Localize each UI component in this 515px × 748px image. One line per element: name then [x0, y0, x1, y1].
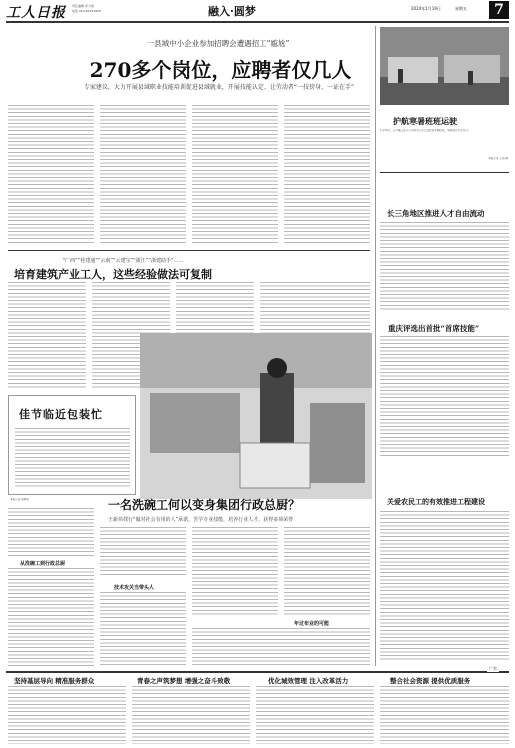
- right-column-divider: [375, 26, 376, 666]
- bottom-col2-title: 青春之声筑梦想 增强之奋斗致敬: [137, 677, 231, 685]
- story3-body-col3: [192, 527, 278, 617]
- story2-kicker: “广西”“桂建通”“云南”“云建宝”“浙江”“浙建助手”……: [62, 258, 184, 264]
- right-story2-body: [380, 336, 509, 456]
- right-story2-headline: 重庆评选出首批“首席技能”: [388, 324, 480, 333]
- story3-subhead: 王新伟找行“做对社会有用的人”承诺，苦学专业技能，培养行业人才，获得多项荣誉: [108, 517, 294, 523]
- masthead-rule: [6, 21, 509, 23]
- right-story3-body: [380, 511, 509, 661]
- bottom-col1-title: 坚持基层导向 精准服务群众: [14, 677, 95, 685]
- lead-body-col1: [8, 105, 94, 245]
- bottom-col3-title: 优化城效管理 注入改革活力: [268, 677, 349, 685]
- masthead-editor: 责任编辑 李力希: [72, 4, 94, 8]
- masthead: [0, 0, 515, 24]
- sidebar-credit: 本报记者 王新 摄: [488, 157, 508, 160]
- bottom-col3-body: [256, 686, 374, 744]
- section-title: 融入·圆梦: [208, 5, 256, 18]
- page-number: 7: [489, 1, 509, 19]
- lead-kicker: 一县城中小企业参加招聘会遭遇招工“尴尬”: [146, 39, 290, 48]
- bottom-row-rule: [6, 671, 509, 673]
- bus-depot-photo: [380, 27, 509, 105]
- right-story1-headline: 长三角地区推进人才自由流动: [387, 209, 485, 218]
- bottom-col2-body: [132, 686, 250, 744]
- photo-story-box: [8, 395, 136, 495]
- issue-weekday: 星期五: [455, 6, 467, 11]
- newspaper-logo: 工人日报: [6, 5, 66, 21]
- right-story3-headline: 关爱农民工的有效推进工程建设: [387, 497, 485, 506]
- masthead-phone: 电话 010-84151600: [72, 9, 102, 13]
- issue-date: 2024年1月19日: [411, 6, 441, 11]
- story3-section-c: 年过布业的可能: [294, 621, 330, 627]
- lead-bottom-rule: [8, 250, 370, 251]
- story3-section-a: 从洗碗工到行政总厨: [20, 561, 66, 567]
- story3-body-col1: [8, 508, 94, 556]
- lead-subhead: 专家建议，大力开展县域职业技能培训促进县域就业，开展技能认定、让劳动者“一技傍身、一证在手”: [83, 84, 355, 91]
- story3-body-col1b: [8, 568, 94, 666]
- story3-body-col4: [284, 527, 370, 617]
- sidebar-rule: [380, 172, 509, 173]
- story2-headline: 培育建筑产业工人，这些经验做法可复制: [14, 268, 212, 281]
- lead-body-col3: [192, 105, 278, 245]
- right-story1-body: [380, 222, 509, 310]
- story3-headline: 一名洗碗工何以变身集团行政总厨？: [108, 498, 301, 512]
- bottom-col4-body: [380, 686, 509, 744]
- story2-body-col1: [8, 282, 86, 390]
- packaging-workshop-photo: [140, 333, 372, 499]
- photo-story-credit: 本报记者 杨晓东: [10, 498, 29, 501]
- sidebar-title: 护航寒暑班班运驶: [393, 116, 457, 126]
- bottom-col1-body: [8, 686, 126, 744]
- story3-body-col2: [100, 527, 186, 577]
- story3-body-col3b: [192, 628, 370, 666]
- story3-body-col2b: [100, 592, 186, 666]
- ad-label: 广告: [489, 666, 497, 671]
- lead-body-col4: [284, 105, 370, 245]
- photo-story-title: 佳节临近包装忙: [19, 408, 103, 421]
- bottom-col4-title: 整合社会资源 提供优质服务: [390, 677, 471, 685]
- lead-headline: 270多个岗位，应聘者仅几人: [89, 58, 352, 82]
- story3-section-b: 技术攻关当带头人: [114, 585, 155, 591]
- sidebar-caption: 1月16日，江苏镇江客运公司技术人员正在检查车辆性能，保障春运平安出行。: [380, 129, 471, 132]
- photo-story-caption: [15, 428, 130, 488]
- lead-body-col2: [100, 105, 186, 245]
